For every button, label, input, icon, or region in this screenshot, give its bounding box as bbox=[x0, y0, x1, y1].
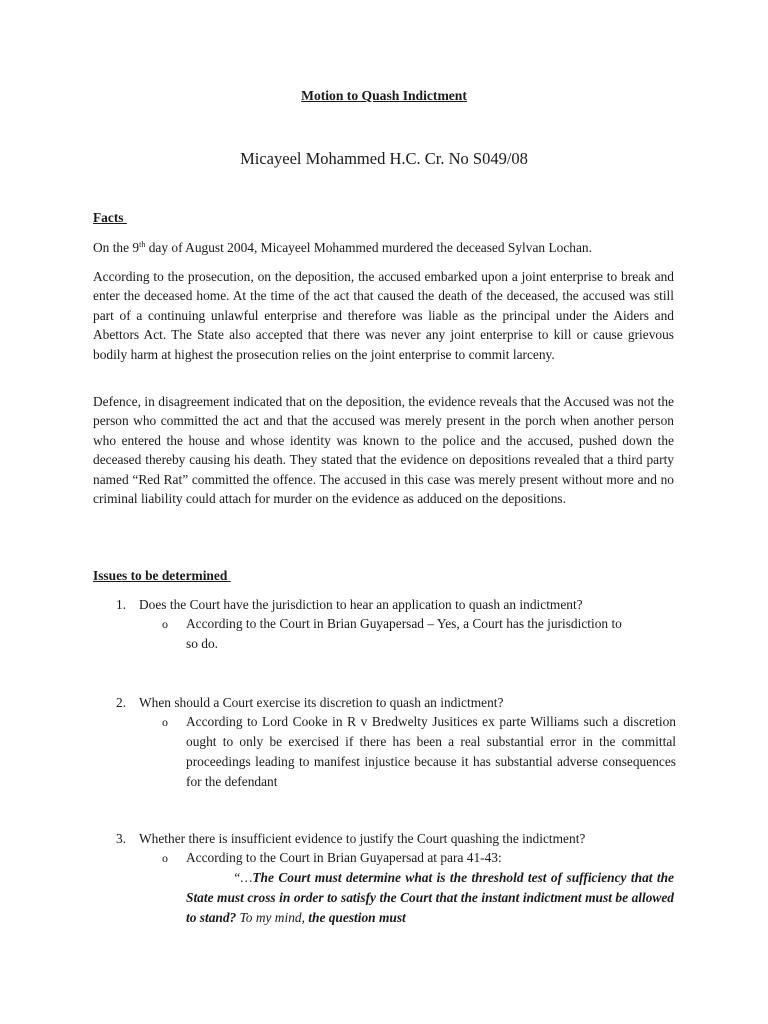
document-title: Motion to Quash Indictment bbox=[301, 88, 467, 103]
facts-paragraph-3: Defence, in disagreement indicated that on the deposition, the evidence reveals that the Accused was not the person who committed the act and that the accused was merely present in the porch when another person who entered the house and whose identity was known to the police and the accused, pushed down the deceased thereby causing his death. They stated that the evidence on depositions revealed that a third party named “Red Rat” committed the offence. The accused in this case was merely present without more and no criminal liability could attach for murder on the evidence as adduced on the depositions. bbox=[93, 394, 674, 507]
ordinal-suffix: th bbox=[139, 240, 146, 249]
issue-2 bbox=[116, 693, 676, 712]
issue-3-question: Whether there is insufficient evidence to justify the Court quashing the indictment? bbox=[139, 831, 586, 846]
issue-1-answer bbox=[162, 614, 632, 654]
facts-heading: Facts bbox=[93, 210, 127, 225]
issue-2-answer-text: According to Lord Cooke in R v Bredwelty Jusitices ex parte Williams such a discretion ought to only be exercised if there has been a real substantial error in the committal proceedings leading to manifest injustice because it has substantial adverse consequences for the defendant bbox=[186, 714, 676, 789]
issues-heading: Issues to be determined bbox=[93, 568, 231, 583]
issue-3-answer-text: According to the Court in Brian Guyapersad at para 41-43: bbox=[186, 850, 502, 865]
issue-1-number: 1. bbox=[116, 597, 127, 612]
facts-paragraph-1-end: day of August 2004, Micayeel Mohammed murdered the deceased Sylvan Lochan. bbox=[145, 240, 592, 255]
bullet-icon: o bbox=[162, 715, 168, 729]
quote-open: “… bbox=[233, 870, 253, 885]
issue-2-question: When should a Court exercise its discretion to quash an indictment? bbox=[139, 695, 504, 710]
quote-bold-1: The Court must determine what is the threshold test of sufficiency that the State must cross in order to satisfy the Court that the instant indictment must be allowed to stand? bbox=[186, 870, 674, 925]
facts-paragraph-2: According to the prosecution, on the deposition, the accused embarked upon a joint enterprise to break and enter the deceased home. At the time of the act that caused the death of the deceased, the accused was still part of a continuing unlawful enterprise and therefore was liable as the principal under the Aiders and Abettors Act. The State also accepted that there was never any joint enterprise to kill or cause grievous bodily harm at highest the prosecution relies on the joint enterprise to commit larceny. bbox=[93, 269, 674, 362]
issue-3-answer bbox=[162, 848, 676, 868]
issue-2-number: 2. bbox=[116, 695, 127, 710]
quote-bold-2: the question must bbox=[308, 910, 406, 925]
issue-3 bbox=[116, 829, 676, 848]
bullet-icon: o bbox=[162, 617, 168, 631]
issue-3-quote bbox=[186, 868, 674, 928]
issue-3-number: 3. bbox=[116, 831, 127, 846]
bullet-icon: o bbox=[162, 851, 168, 865]
issue-2-answer bbox=[162, 712, 676, 792]
issue-1-answer-text: According to the Court in Brian Guyapersad – Yes, a Court has the jurisdiction to so do. bbox=[186, 616, 622, 651]
facts-paragraph-1-start: On the 9 bbox=[93, 240, 140, 255]
quote-plain: To my mind, bbox=[236, 910, 309, 925]
facts-paragraph-1 bbox=[93, 238, 674, 257]
case-title: Micayeel Mohammed H.C. Cr. No S049/08 bbox=[240, 149, 528, 168]
issue-1-question: Does the Court have the jurisdiction to hear an application to quash an indictment? bbox=[139, 597, 583, 612]
issue-1 bbox=[116, 595, 676, 614]
